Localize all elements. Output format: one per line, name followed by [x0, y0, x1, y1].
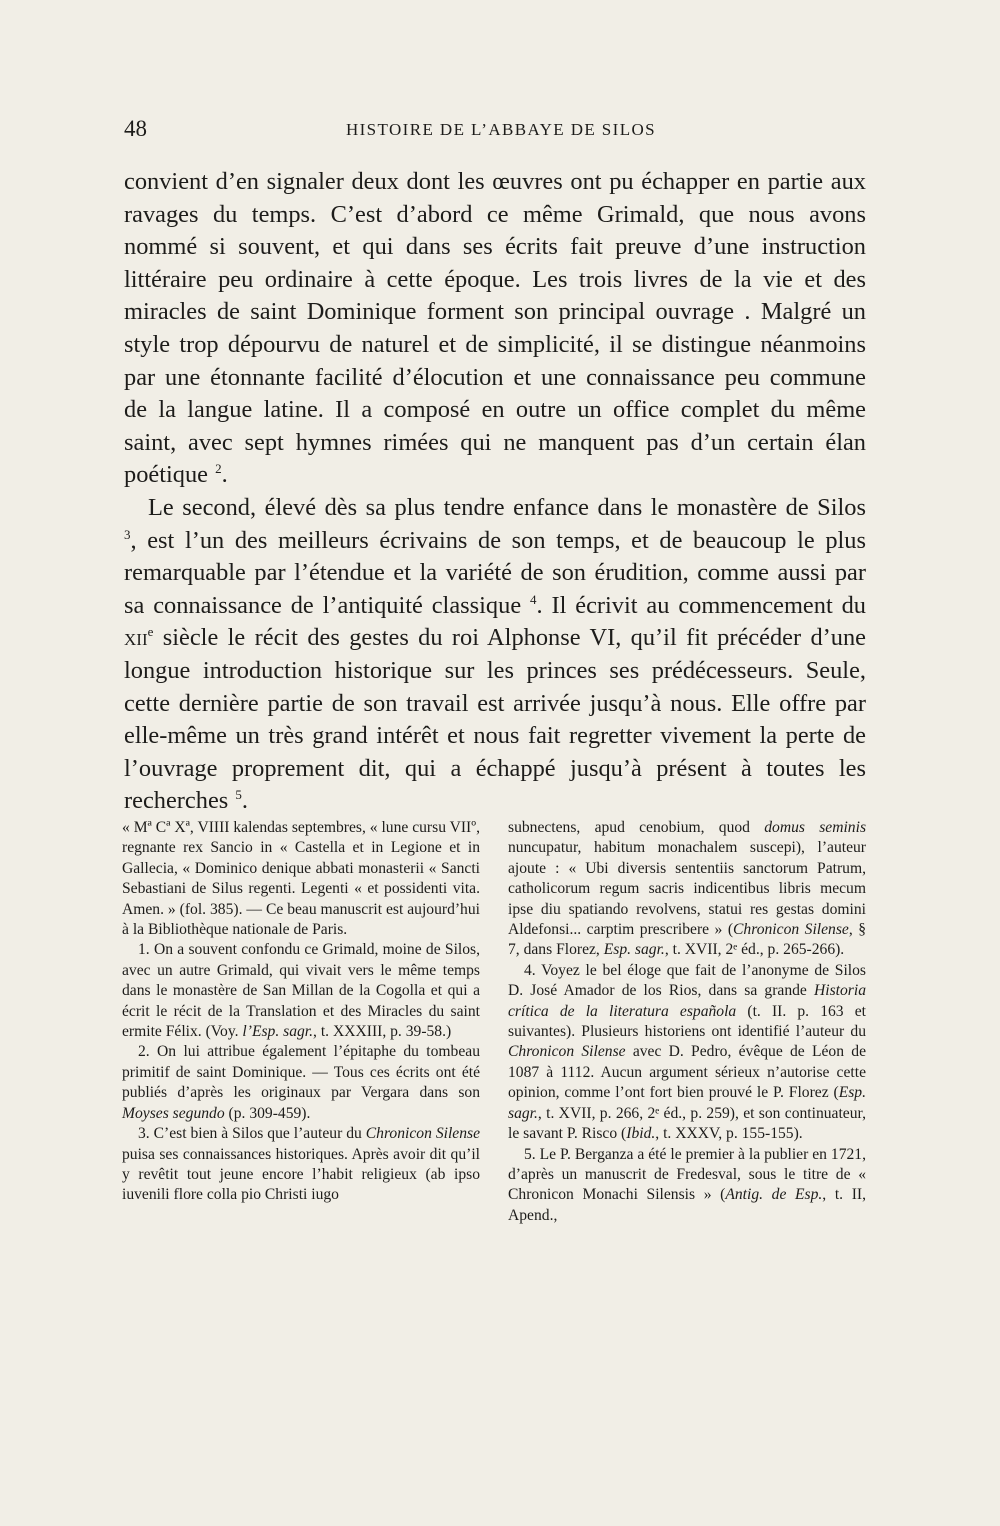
page-header: [124, 116, 864, 146]
footnote-4-text: 4. Voyez le bel éloge que fait de l’anonyme de Silos D. José Amador de los Rios, dans sa grande: [508, 961, 866, 1000]
footnote-3-cont-3: , § 7, dans Florez,: [508, 921, 867, 959]
footnote-4-italic-3: Esp. sagr.: [508, 1084, 866, 1122]
paragraph-1: [124, 166, 866, 492]
footnote-2-text: 2. On lui attribue également l’épitaphe du tombeau primitif de saint Dominique. — Tous ces écrits ont été publiés d’après les originaux par Vergara dans son: [122, 1043, 480, 1102]
footnote-3: [122, 1124, 480, 1206]
footnote-5: [508, 1145, 866, 1227]
paragraph-2-part-3: . Il écrivit au commencement du: [536, 591, 866, 619]
paragraph-2-part-2: , est l’un des meilleurs écrivains de son temps, et de beaucoup le plus remarquable par l’étendue et la variété de son érudition, comme aussi par sa connaissance de l’antiquité classique: [124, 526, 866, 619]
footnote-3-cont-2: nuncupatur, habitum monachalem suscepi), l’auteur ajoute : « Ubi diversis sententiis sanctorum Patrum, catholicorum regum sacris indicentibus libris mecum ipse diu spatiando revolvens, statui res gestas domini Aldefonsi... carptim prescribere » (: [508, 839, 866, 939]
footnote-1-end: , t. XXXIII, p. 39-58.): [313, 1023, 452, 1041]
note-ref-3: 3: [124, 526, 131, 542]
footnote-4-italic-2: Chronicon Silense: [508, 1043, 626, 1061]
note-ref-4: 4: [530, 591, 537, 607]
footnote-4: [508, 961, 866, 1145]
footnote-2: [122, 1042, 480, 1124]
footnote-5-text: 5. Le P. Berganza a été le premier à la publier en 1721, d’après un manuscrit de Fredesval, sous le titre de « Chronicon Monachi Silensis » (: [508, 1145, 866, 1204]
century-suffix: e: [147, 624, 154, 640]
footnote-3-text: 3. C’est bien à Silos que l’auteur du: [138, 1125, 362, 1143]
paragraph-1-end: .: [221, 461, 228, 489]
running-title: HISTOIRE DE L’ABBAYE DE SILOS: [345, 120, 657, 139]
paragraph-2-end: .: [241, 787, 248, 815]
footnote-1-text: 1. On a souvent confondu ce Grimald, moine de Silos, avec un autre Grimald, qui vivait vers le même temps dans le monastère de San Millan de la Cogolla et qui a écrit le récit de la Translation et des Miracles du saint ermite Félix. (Voy.: [122, 941, 480, 1041]
page-number: 48: [124, 116, 147, 141]
footnote-5-end: , t. II, Apend.,: [508, 1186, 866, 1224]
paragraph-2-part-1: Le second, élevé dès sa plus tendre enfance dans le monastère de Silos: [148, 493, 866, 521]
footnote-3-cont-italic-1: domus seminis: [764, 819, 867, 836]
footnote-3-cont-1: subnectens, apud cenobium, quod: [508, 819, 750, 836]
footnote-2-end: (p. 309-459).: [228, 1104, 311, 1122]
footnote-3-cont-italic-2: Chronicon Silense: [733, 921, 849, 939]
paragraph-1-text: convient d’en signaler deux dont les œuvres ont pu échapper en partie aux ravages du temps. C’est d’abord ce même Grimald, que nous avons nommé si souvent, et qui dans ses écrits fait preuve d’une instruction littéraire peu ordinaire à cette époque. Les trois livres de la vie et des miracles de saint Dominique forment son principal ouvrage . Malgré un style trop dépourvu de naturel et de simplicité, il se distingue néanmoins par une étonnante facilité d’élocution et une connaissance peu commune de la langue latine. Il a composé en outre un office complet du même saint, avec sept hymnes rimées qui ne manquent pas d’un certain élan poétique: [124, 168, 866, 489]
paragraph-2: [124, 492, 866, 818]
footnotes-left-column: [122, 818, 480, 1226]
footnote-3-cont-4: , t. XVII, 2ᵉ éd., p. 265-266).: [664, 941, 845, 959]
note-ref-2: 2: [215, 461, 222, 477]
footnote-3-continued: [508, 818, 866, 961]
footnote-4-b: (t. II. p. 163 et suivantes). Plusieurs historiens ont identifié l’auteur du: [508, 1002, 866, 1041]
footnote-quote: « Mª Cª Xª, VIIII kalendas septembres, « lune cursu VIIº, regnante rex Sancio in « Castella et in Legione et in Gallecia, « Dominico denique abbati monasterii « Sancti Sebastiani de Silus regenti. Legenti « et possidenti vita. Amen. » (fol. 385). — Ce beau manuscrit est aujourd’hui à la Bibliothèque nationale de Paris.: [122, 819, 480, 939]
footnote-3-cont-italic-3: Esp. sagr.: [603, 941, 665, 959]
footnotes-right-column: [508, 818, 866, 1226]
footnote-4-italic-4: Ibid.: [626, 1125, 656, 1143]
note-ref-5: 5: [235, 787, 242, 803]
footnote-5-italic: Antig. de Esp.: [725, 1186, 823, 1204]
footnote-2-italic: Moyses segundo: [122, 1104, 225, 1122]
footnote-3-end: puisa ses connaissances historiques. Après avoir dit qu’il y revêtit tout jeune encore l’habit religieux (ab ipso iuvenili flore colla pio Christi iugo: [122, 1145, 480, 1204]
footnote-1: [122, 940, 480, 1042]
footnotes: [122, 818, 866, 1226]
footnote-4-c: avec D. Pedro, évêque de Léon de 1087 à 1112. Aucun argument sérieux n’autorise cette opinion, comme l’ont fort bien prouvé le P. Florez (: [508, 1043, 866, 1102]
footnote-3-italic: Chronicon Silense: [365, 1125, 480, 1143]
paragraph-2-part-4: siècle le récit des gestes du roi Alphonse VI, qu’il fit précéder d’une longue introduction historique sur les princes ses prédécesseurs. Seule, cette dernière partie de son travail est arrivée jusqu’à nous. Elle offre par elle-même un très grand intérêt et nous fait regretter vivement la perte de l’ouvrage proprement dit, qui a échappé jusqu’à présent à toutes les recherches: [124, 624, 866, 815]
footnote-1-italic: l’Esp. sagr.: [242, 1023, 314, 1041]
century-numeral: xii: [124, 624, 148, 652]
main-text: [124, 166, 866, 818]
footnote-4-d: , t. XVII, p. 266, 2ᵉ éd., p. 259), et son continuateur, le savant P. Risco (: [508, 1104, 866, 1143]
footnote-4-italic-1: Historia crítica de la literatura española: [508, 982, 866, 1020]
footnote-4-e: , t. XXXV, p. 155-155).: [655, 1125, 803, 1143]
